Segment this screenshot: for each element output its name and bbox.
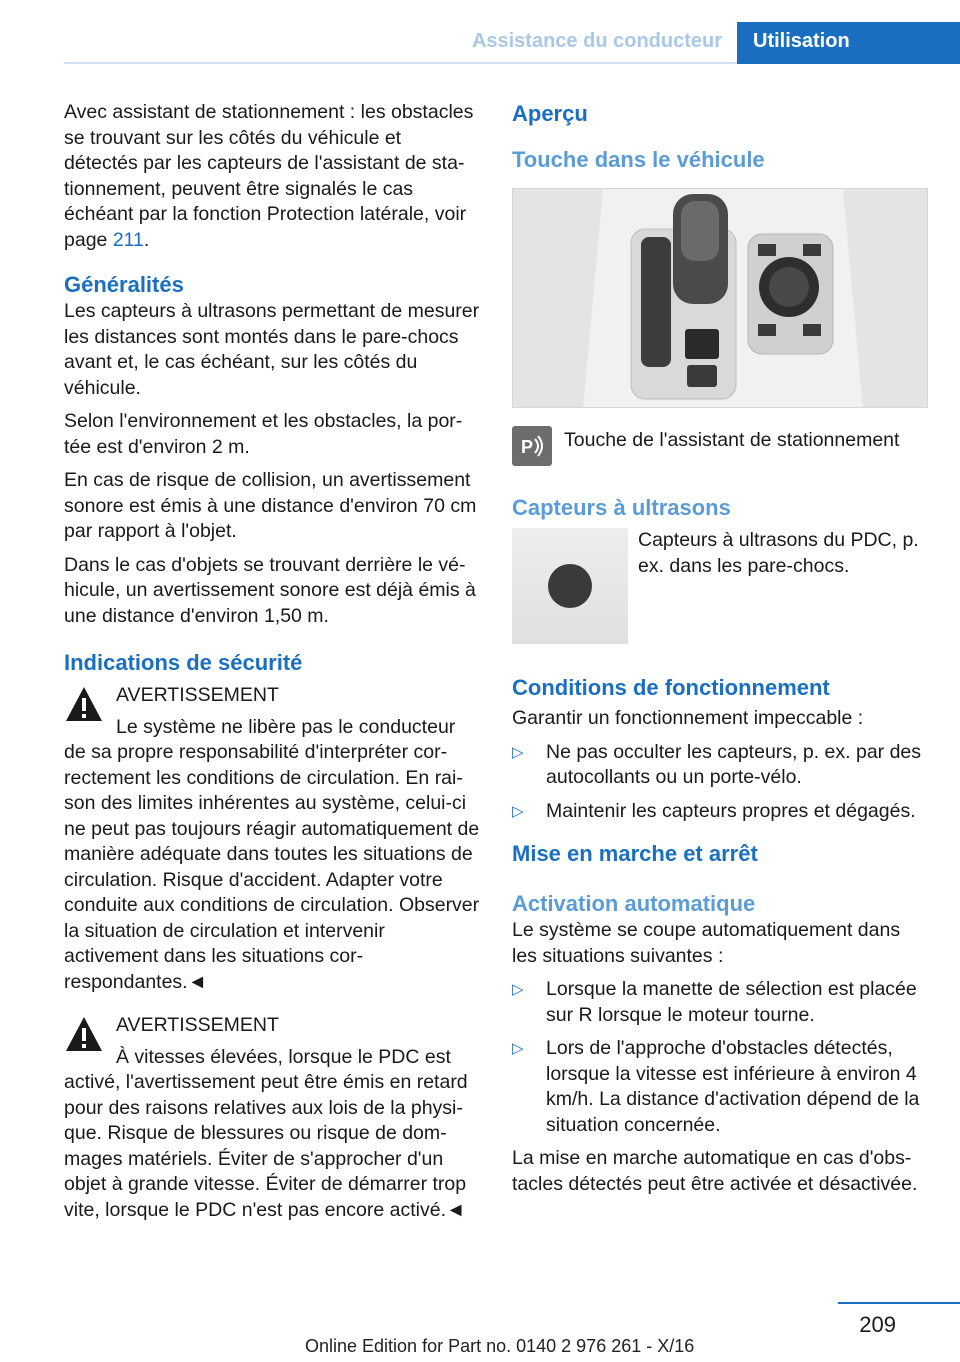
warning-2-title: AVERTISSEMENT [116,1014,279,1036]
warning-1-body: Le système ne libère pas le conducteur de sa propre responsabilité d'interpréter correctement les conditions de circulation. En raison des limites inhérentes au système, celui-ci ne peut pas toujours réagir automatiquement de manière adéquate dans toutes les situations de circulation. Risque d'accident. Adapter votre conduite aux conditions de circulation. Observer la situation de circulation et intervenir activement dans les situations correspondantes.◄ [64,715,480,993]
generalites-p2: Selon l'environnement et les obstacles, la portée est d'environ 2 m. [64,410,463,458]
conditions-list [512,740,928,825]
activation-list [512,977,928,1138]
list-item: ▷ Lors de l'approche d'obstacles détectés, lorsque la vitesse est inférieure à environ 4 km/h. La distance d'activation dépend de la situation concernée. [512,1037,920,1136]
edition-note: Online Edition for Part no. 0140 2 976 261 - X/16 [305,1336,695,1356]
svg-text:P: P [521,437,534,457]
intro-text: Avec assistant de stationnement : les obstacles se trouvant sur les côtés du véhicule et détectés par les capteurs de l'assistant de stationnement, peuvent être signalés le cas échéant par la fonction Protection latérale, voir page [64,101,474,251]
heading-touche: Touche dans le véhicule [512,147,765,172]
generalites-p1: Les capteurs à ultrasons permettant de mesurer les distances sont montés dans le pare-chocs avant et, le cas échéant, sur les côtés du véhicule. [64,300,480,399]
sensor-dot [548,564,592,608]
warning-triangle-icon [64,1015,104,1053]
generalites-p4: Dans le cas d'objets se trouvant derrière le véhicule, un avertissement sonore est déjà émis à une distance d'environ 1,50 m. [64,553,476,627]
heading-capteurs: Capteurs à ultrasons [512,495,731,520]
list-item: ▷ Ne pas occulter les capteurs, p. ex. par des autocollants ou un porte-vélo. [512,740,922,788]
bullet-marker: ▷ [512,1040,524,1057]
right-column [512,100,928,1205]
warning-2 [64,1013,480,1223]
activation-outro: La mise en marche automatique en cas d'obstacles détectés peut être activée et désactivée. [512,1147,918,1195]
heading-activation: Activation automatique [512,891,756,916]
footer-rule [838,1302,960,1304]
warning-1 [64,683,480,995]
header-chapter-tab: Utilisation [737,22,960,64]
header-section-title: Assistance du conducteur [471,30,722,52]
list-item: ▷ Lorsque la manette de sélection est placée sur R lorsque le moteur tourne. [512,978,917,1026]
warning-2-body: À vitesses élevées, lorsque le PDC est activé, l'avertissement peut être émis en retard pour des raisons relatives aux lois de la physique. Risque de blessures ou risque de dommages matériels. Éviter de s'approcher d'un objet à grande vitesse. Éviter de démarrer trop vite, lorsque le PDC n'est pas encore activé.◄ [64,1045,468,1221]
bullet-marker: ▷ [512,981,524,998]
bullet-marker: ▷ [512,743,524,761]
generalites-p3: En cas de risque de collision, un avertissement sonore est émis à une distance d'environ 70 cm par rapport à l'objet. [64,469,477,542]
sensor-caption: Capteurs à ultrasons du PDC, p. ex. dans les pare-chocs. [638,529,919,577]
parking-assistant-key-icon [512,426,552,466]
list-item: ▷ Maintenir les capteurs propres et dégagés. [512,799,928,825]
intro-end: . [143,228,150,251]
console-illustration [513,189,928,408]
conditions-intro: Garantir un fonctionnement impeccable : [512,707,864,729]
heading-generalites: Généralités [64,272,184,297]
parking-key-legend [512,426,928,466]
left-column [64,100,480,1231]
heading-apercu: Aperçu [512,101,588,126]
sensor-legend [512,528,928,644]
key-caption: Touche de l'assistant de stationnement [564,429,900,451]
heading-conditions: Conditions de fonctionnement [512,675,830,700]
heading-marche: Mise en marche et arrêt [512,841,758,866]
bullet-marker: ▷ [512,802,524,820]
center-console-photo [512,188,928,408]
heading-securite: Indications de sécurité [64,650,303,675]
page-link[interactable]: 211 [112,228,144,251]
page-number: 209 [859,1312,896,1337]
intro-paragraph [64,100,480,253]
warning-triangle-icon [64,685,104,723]
ultrasonic-sensor-image [512,528,628,644]
warning-1-title: AVERTISSEMENT [116,684,279,706]
activation-intro: Le système se coupe automatiquement dans les situations suivantes : [512,919,901,967]
